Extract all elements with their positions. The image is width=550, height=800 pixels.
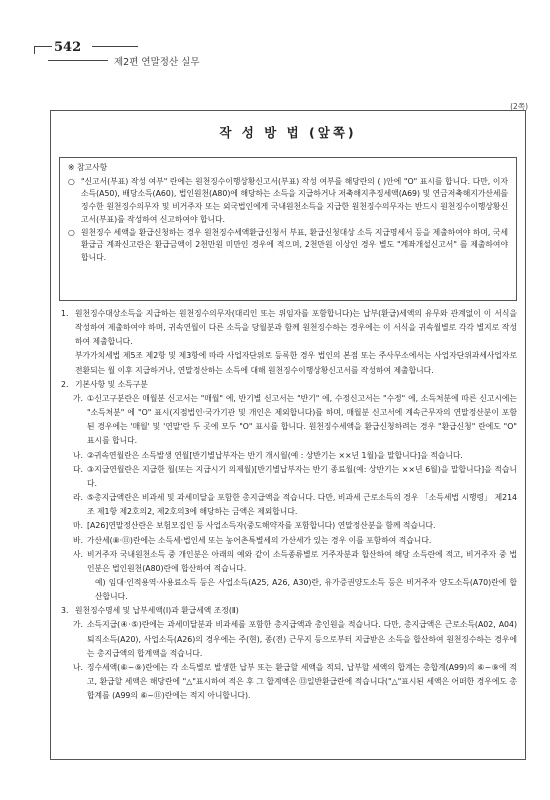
item-text: 가산세(⑧·⑪)란에는 소득세·법인세 또는 농어촌특별세의 가산세가 있는 경우 이를 포함하여 적습니다. <box>87 535 432 545</box>
item-marker: 바. <box>73 535 84 545</box>
item-text: 원천징수대상소득을 지급하는 원천징수의무자(대리인 또는 위임자를 포함합니다)는 납부(환급)세액의 유무와 관계없이 이 서식을 작성하여 제출하여야 하며, 귀속연월이 다른 소득을 당월분과 함께 원천징수하는 경우에는 이 서식을 귀속월별로 각각 별지로 작성하여 제출합니다. <box>75 309 517 347</box>
item-text: ①신고구분란은 매월분 신고서는 "매월" 에, 반기별 신고서는 "반기" 에, 수정신고서는 "수정" 에, 소득처분에 따른 신고시에는 "소득처분" 에 "O" 표시(지점법인·국가기관 및 개인은 제외합니다)를 하며, 매월분 신고서에 계속근무자의 연말정산분이 포함된 경우에는 '매월' 및 '연말'란 두 곳에 모두 "O" 표시를 합니다. 원천징수세액을 환급신청하려는 경우 "환급신청" 란에도 "O" 표시를 합니다. <box>87 393 517 446</box>
instruction-paragraph <box>61 548 517 576</box>
instruction-paragraph <box>61 392 517 449</box>
header-rule-left <box>34 46 52 47</box>
header-rule-right <box>92 46 138 47</box>
instruction-paragraph <box>61 519 517 533</box>
item-text: ⑤총지급액란은 비과세 및 과세미달을 포함한 총지급액을 적습니다. 다만, 비과세 근로소득의 경우 「소득세법 시행령」 제214조 제1항 제2호의2, 제2호의3에 해당하는 금액은 제외합니다. <box>87 493 517 517</box>
item-marker: 사. <box>73 549 84 559</box>
form-page-label: (2쪽) <box>510 102 528 111</box>
item-marker: 가. <box>73 393 84 403</box>
note-text: 원천징수 세액을 환급신청하는 경우 원천징수세액환급신청서 부표, 환급신청대상 소득 지급명세서 등을 제출하여야 하며, 국세환급금 계좌신고란은 환급금액이 2천만원 미만인 경우에 적으며, 2천만원 이상인 경우 별도 "계좌개설신고서" 를 제출하여야 합니다. <box>81 227 508 262</box>
instruction-paragraph <box>61 534 517 548</box>
header-rule-tick <box>34 46 35 54</box>
notes-heading: ※ 참고사항 <box>68 163 108 172</box>
page-number: 542 <box>54 40 82 55</box>
item-marker: 라. <box>73 493 84 503</box>
form-title: 작 성 방 법 (앞쪽) <box>219 125 357 140</box>
instruction-paragraph <box>61 378 517 392</box>
item-marker: 나. <box>73 450 84 460</box>
item-marker: 다. <box>73 464 84 474</box>
page-header <box>34 40 514 70</box>
reference-notes-box <box>59 157 517 301</box>
item-text: ③지급연월란은 지급한 월(또는 지급시기 의제월)[반기별납부자는 반기 종료월(예: 상반기는 ××년 6월)을 말합니다]을 적습니다. <box>87 464 517 488</box>
item-text: 기본사항 및 소득구분 <box>75 379 148 389</box>
note-item <box>68 227 508 265</box>
note-bullet: ○ <box>68 227 75 237</box>
note-item <box>68 176 508 227</box>
chapter-title: 제2편 연말정산 실무 <box>114 57 200 68</box>
item-text: 소득지급(④·⑤)란에는 과세미달분과 비과세를 포함한 총지급액과 총인원을 적습니다. 다만, 총지급액은 근로소득(A02, A04) 퇴직소득(A20), 사업소득(A26)의 경우에는 주(현), 종(전) 근무지 등으로부터 지급받은 소득을 합산하여 원천징수하는 경우에는 총지급액의 합계액을 적습니다. <box>87 620 517 658</box>
item-text: ②귀속연월란은 소득발생 연월[반기별납부자는 반기 개시월(예 : 상반기는 ××년 1월)을 말합니다]을 적습니다. <box>87 450 463 460</box>
item-marker: 2. <box>61 379 69 389</box>
item-marker: 가. <box>73 620 84 630</box>
instruction-paragraph <box>61 307 517 349</box>
item-marker: 1. <box>61 309 69 318</box>
instruction-paragraph <box>61 618 517 660</box>
item-text: 징수세액(⑥~⑨)란에는 각 소득별로 발생한 납부 또는 환급할 세액을 적되, 납부할 세액의 합계는 총합계(A99)의 ⑥~⑨에 적고, 환급할 세액은 해당란에 "△"표시하여 적은 후 그 합계액은 ⑬일반환급란에 적습니다("△"표시된 세액은 어떠한 경우에도 총합계를 (A99의 ⑥~⑪)란에는 적지 아니합니다). <box>87 662 517 701</box>
item-text: 원천징수명세 및 납부세액(Ⅰ)과 환급세액 조정(Ⅱ) <box>75 606 239 616</box>
item-marker: 나. <box>73 662 84 672</box>
item-marker: 마. <box>73 521 84 531</box>
item-text: 비거주자 국내원천소득 중 개인분은 아래의 예와 같이 소득종류별로 거주자분과 합산하여 해당 소득란에 적고, 비거주자 중 법인분은 법인원천(A80)란에 합산하여 적습니다. <box>87 549 517 573</box>
item-text: 예) 임대·인적용역·사용료소득 등은 사업소득(A25, A26, A30)란, 유가증권양도소득 등은 비거주자 양도소득(A70)란에 합산합니다. <box>95 577 517 602</box>
instructions-frame <box>50 110 526 760</box>
instruction-paragraph <box>61 349 517 377</box>
instruction-paragraph <box>61 576 517 604</box>
header-rule-bottom <box>48 60 108 61</box>
instruction-paragraph <box>61 463 517 491</box>
instructions-body <box>61 307 517 703</box>
item-text: 부가가치세법 제5조 제2항 및 제3항에 따라 사업자단위로 등록한 경우 법인의 본점 또는 주사무소에서는 사업자단위과세사업자로 전환되는 월 이후 지급하거나, 연말정산하는 소득에 대해 원천징수이행상황신고서를 작성하여 제출합니다. <box>75 351 517 375</box>
instruction-paragraph <box>61 491 517 519</box>
instruction-paragraph <box>61 604 517 618</box>
note-bullet: ○ <box>68 176 75 186</box>
item-marker: 3. <box>61 606 69 616</box>
note-text: "신고서(부표) 작성 여부" 란에는 원천징수이행상황신고서(부표) 작성 여부를 해당란의 ( )안에 "O" 표시를 합니다. 다만, 이자소득(A50), 배당소득(A60), 법인원천(A80)에 해당하는 소득을 지급하거나 저축해지추징세액(A69) 및 연금저축해지가산세를 징수한 원천징수의무자 및 비거주자 또는 외국법인에게 국내원천소득을 지급한 원천징수의무자는 반드시 원천징수이행상황신고서(부표)를 작성하여 신고하여야 합니다. <box>81 176 508 224</box>
instruction-paragraph <box>61 449 517 463</box>
item-text: [A26]연말정산란은 보험모집인 등 사업소득자(중도해약자를 포함합니다) 연말정산분을 함께 적습니다. <box>87 521 436 531</box>
instruction-paragraph <box>61 661 517 703</box>
